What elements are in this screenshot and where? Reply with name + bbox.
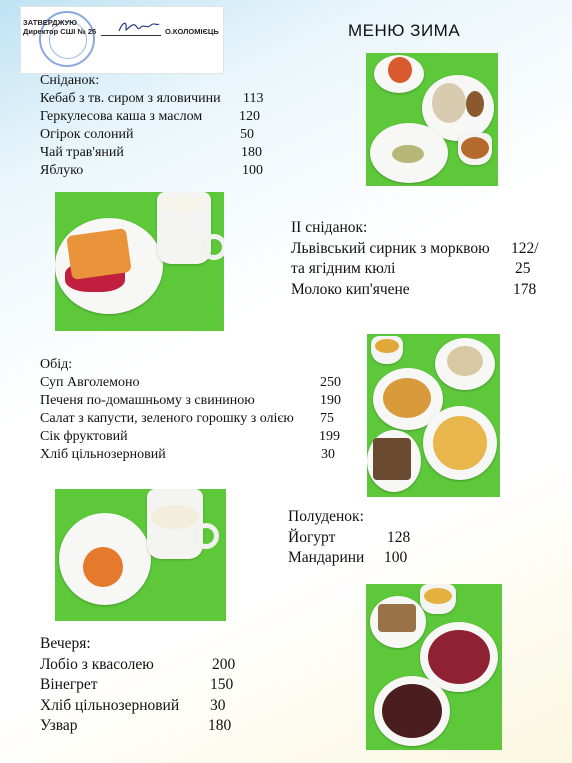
item-name: Чай трав'яний	[40, 145, 124, 160]
breakfast-section	[40, 72, 290, 180]
section-heading: ІІ сніданок:	[291, 219, 368, 236]
section-heading: Полуденок:	[288, 508, 364, 525]
item-qty: 113	[243, 91, 264, 106]
item-qty: 150	[210, 676, 234, 693]
item-qty: 180	[241, 145, 262, 160]
tangerine-image	[83, 547, 123, 587]
item-name: Кебаб з тв. сиром з яловичини	[40, 91, 221, 106]
item-qty: 200	[212, 655, 236, 673]
item-name: Молоко кип'ячене	[291, 280, 410, 298]
item-name: Печеня по-домашньому з свининою	[40, 393, 255, 408]
item-qty: 100	[242, 163, 263, 178]
item-qty: 190	[320, 393, 341, 408]
menu-item	[291, 280, 566, 301]
menu-item	[40, 374, 360, 392]
item-qty: 128	[387, 528, 411, 546]
menu-item	[40, 696, 250, 717]
item-qty: 250	[320, 375, 341, 390]
item-name: Мандарини	[288, 549, 365, 566]
lunch-photo	[367, 334, 500, 497]
section-heading: Вечеря:	[40, 635, 91, 652]
item-name: Суп Авголемоно	[40, 375, 140, 390]
item-qty: 50	[240, 127, 254, 142]
apple-image	[388, 57, 412, 83]
menu-item	[291, 259, 566, 280]
item-qty: 199	[319, 429, 340, 444]
approval-stamp	[20, 6, 224, 74]
menu-item	[40, 126, 290, 144]
item-qty: 30	[321, 447, 335, 462]
menu-item	[291, 239, 566, 260]
item-name: Огірок солоний	[40, 127, 134, 142]
menu-item	[288, 528, 448, 549]
item-name: Йогурт	[288, 528, 336, 546]
snack-section	[288, 507, 448, 569]
item-name: Яблуко	[40, 163, 84, 178]
item-name: Хліб цільнозерновий	[40, 696, 180, 714]
item-name: Сік фруктовий	[40, 429, 128, 444]
item-name: Узвар	[40, 717, 78, 734]
menu-item	[288, 548, 448, 569]
breakfast-photo	[366, 53, 498, 186]
item-qty: 122/	[511, 239, 539, 257]
menu-item	[40, 716, 250, 737]
menu-item	[40, 675, 250, 696]
menu-item	[40, 410, 360, 428]
menu-item	[40, 655, 250, 676]
signature-image	[117, 19, 161, 40]
item-name: Лобіо з квасолею	[40, 655, 154, 673]
menu-item	[40, 108, 290, 126]
menu-item	[40, 392, 360, 410]
item-name: Геркулесова каша з маслом	[40, 109, 203, 124]
item-qty: 178	[513, 280, 537, 298]
item-qty: 180	[208, 717, 232, 734]
page-title: МЕНЮ ЗИМА	[348, 21, 461, 40]
signature-line	[101, 35, 161, 36]
menu-item	[40, 90, 290, 108]
director-title: Директор СШІ № 25	[23, 27, 97, 36]
second-breakfast-section	[291, 218, 566, 300]
section-heading: Обід:	[40, 357, 73, 372]
menu-item	[40, 446, 360, 464]
menu-item	[40, 162, 290, 180]
snack-photo	[55, 489, 226, 621]
section-heading: Сніданок:	[40, 73, 100, 88]
item-name: та ягідним кюлі	[291, 260, 396, 277]
item-qty: 75	[320, 411, 334, 426]
dinner-section	[40, 634, 250, 737]
item-qty: 120	[239, 109, 260, 124]
lunch-section	[40, 356, 360, 464]
item-name: Львівський сирник з морквою	[291, 239, 490, 257]
item-qty: 100	[384, 549, 408, 566]
approval-label: ЗАТВЕРДЖУЮ	[23, 18, 77, 27]
item-qty: 30	[210, 696, 226, 714]
second-breakfast-photo	[55, 192, 224, 331]
item-name: Салат з капусти, зеленого горошку з олією	[40, 411, 294, 426]
item-name: Хліб цільнозерновий	[40, 447, 166, 462]
item-qty: 25	[515, 260, 531, 277]
dinner-photo	[366, 584, 502, 750]
item-name: Вінегрет	[40, 676, 98, 693]
director-name: О.КОЛОМІЄЦЬ	[165, 27, 219, 36]
menu-item	[40, 428, 360, 446]
menu-item	[40, 144, 290, 162]
